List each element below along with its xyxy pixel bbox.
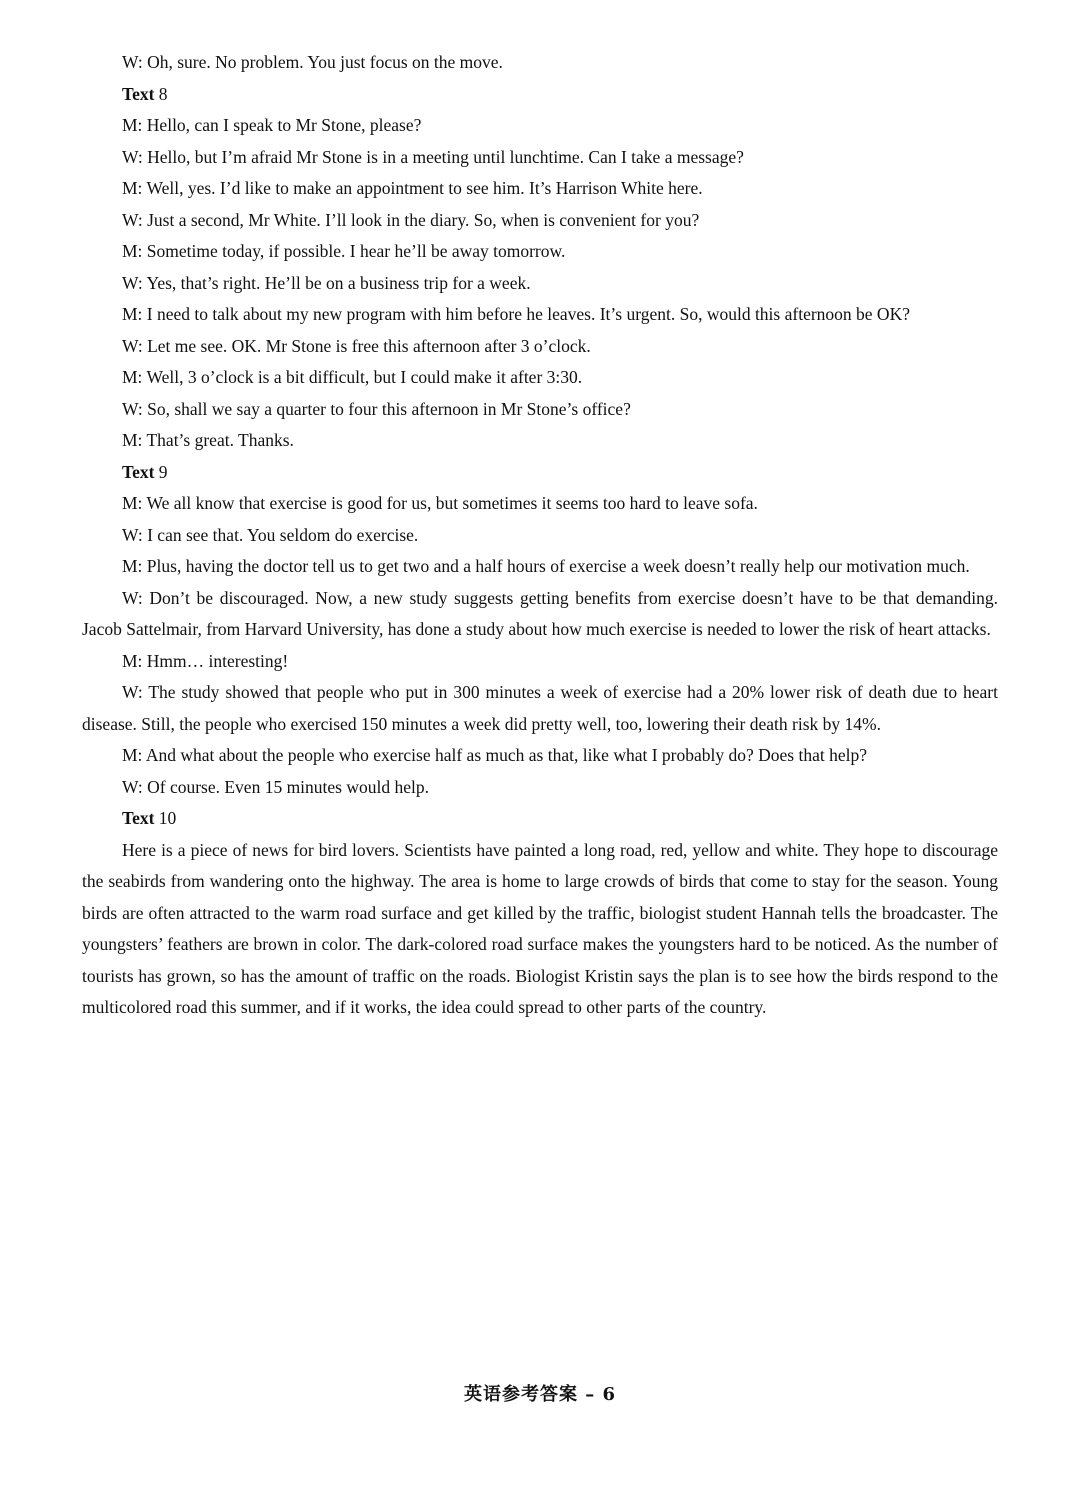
dialogue-line: W: Let me see. OK. Mr Stone is free this afternoon after 3 o’clock. [122, 335, 591, 356]
passage-paragraph: Here is a piece of news for bird lovers. Scientists have painted a long road, red, yellow and white. They hope to discourage the seabirds from wandering onto the highway. The area is home to large crowds of birds that come to stay for the season. Young birds are often attracted to the warm road surface and get killed by the traffic, biologist student Hannah tells the broadcaster. The youngsters’ feathers are brown in color. The dark-colored road surface makes the youngsters hard to be noticed. As the number of tourists has grown, so has the amount of traffic on the roads. Biologist Kristin says the plan is to see how the birds respond to the multicolored road this summer, and if it works, the idea could spread to other parts of the country. [82, 839, 998, 1017]
dialogue-line: W: Oh, sure. No problem. You just focus on the move. [122, 52, 503, 72]
dialogue-line: M: Hello, can I speak to Mr Stone, please? [122, 115, 422, 135]
section-heading-number: 9 [158, 461, 168, 482]
dialogue-line: M: Well, yes. I’d like to make an appointment to see him. It’s Harrison White here. [122, 178, 703, 198]
section-heading-text-9 [82, 457, 998, 489]
dialogue-line: W: Don’t be discouraged. Now, a new study suggests getting benefits from exercise doesn’t have to be that demanding. Jacob Sattelmair, from Harvard University, has done a study about how much exercise is needed to lower the risk of heart attacks. [82, 587, 998, 639]
dialogue-line: M: Sometime today, if possible. I hear he’ll be away tomorrow. [122, 241, 566, 261]
section-heading-number: 8 [158, 83, 168, 104]
dialogue-line: W: The study showed that people who put in 300 minutes a week of exercise had a 20% lower risk of death due to heart disease. Still, the people who exercised 150 minutes a week did pretty well, too, lowering their death risk by 14%. [82, 682, 998, 734]
section-heading-text-10 [82, 803, 998, 835]
dialogue-line: M: And what about the people who exercise half as much as that, like what I probably do? Does that help? [122, 745, 867, 765]
section-heading-label: Text [122, 461, 155, 482]
dialogue-line: M: We all know that exercise is good for us, but sometimes it seems too hard to leave sofa. [122, 493, 758, 513]
dialogue-line: W: Just a second, Mr White. I’ll look in the diary. So, when is convenient for you? [122, 209, 700, 230]
page-footer: 英语参考答案 – 6 [463, 1384, 617, 1405]
dialogue-line: M: I need to talk about my new program with him before he leaves. It’s urgent. So, would this afternoon be OK? [122, 304, 910, 324]
answer-key-transcript [82, 47, 998, 1024]
dialogue-line: W: Hello, but I’m afraid Mr Stone is in a meeting until lunchtime. Can I take a message? [122, 146, 744, 167]
dialogue-line: M: Plus, having the doctor tell us to get two and a half hours of exercise a week doesn’t really help our motivation much. [122, 556, 970, 576]
dialogue-line: M: That’s great. Thanks. [122, 430, 294, 450]
section-heading-text-8 [82, 79, 998, 111]
dialogue-line: M: Hmm… interesting! [122, 650, 289, 671]
dialogue-line: W: Of course. Even 15 minutes would help. [122, 776, 429, 797]
dialogue-line: W: Yes, that’s right. He’ll be on a business trip for a week. [122, 272, 531, 293]
dialogue-line: W: So, shall we say a quarter to four this afternoon in Mr Stone’s office? [122, 398, 631, 419]
dialogue-line: W: I can see that. You seldom do exercise. [122, 524, 419, 545]
section-heading-label: Text [122, 83, 155, 104]
dialogue-line: M: Well, 3 o’clock is a bit difficult, but I could make it after 3:30. [122, 367, 583, 387]
section-heading-number: 10 [158, 808, 177, 828]
section-heading-label: Text [122, 808, 155, 828]
